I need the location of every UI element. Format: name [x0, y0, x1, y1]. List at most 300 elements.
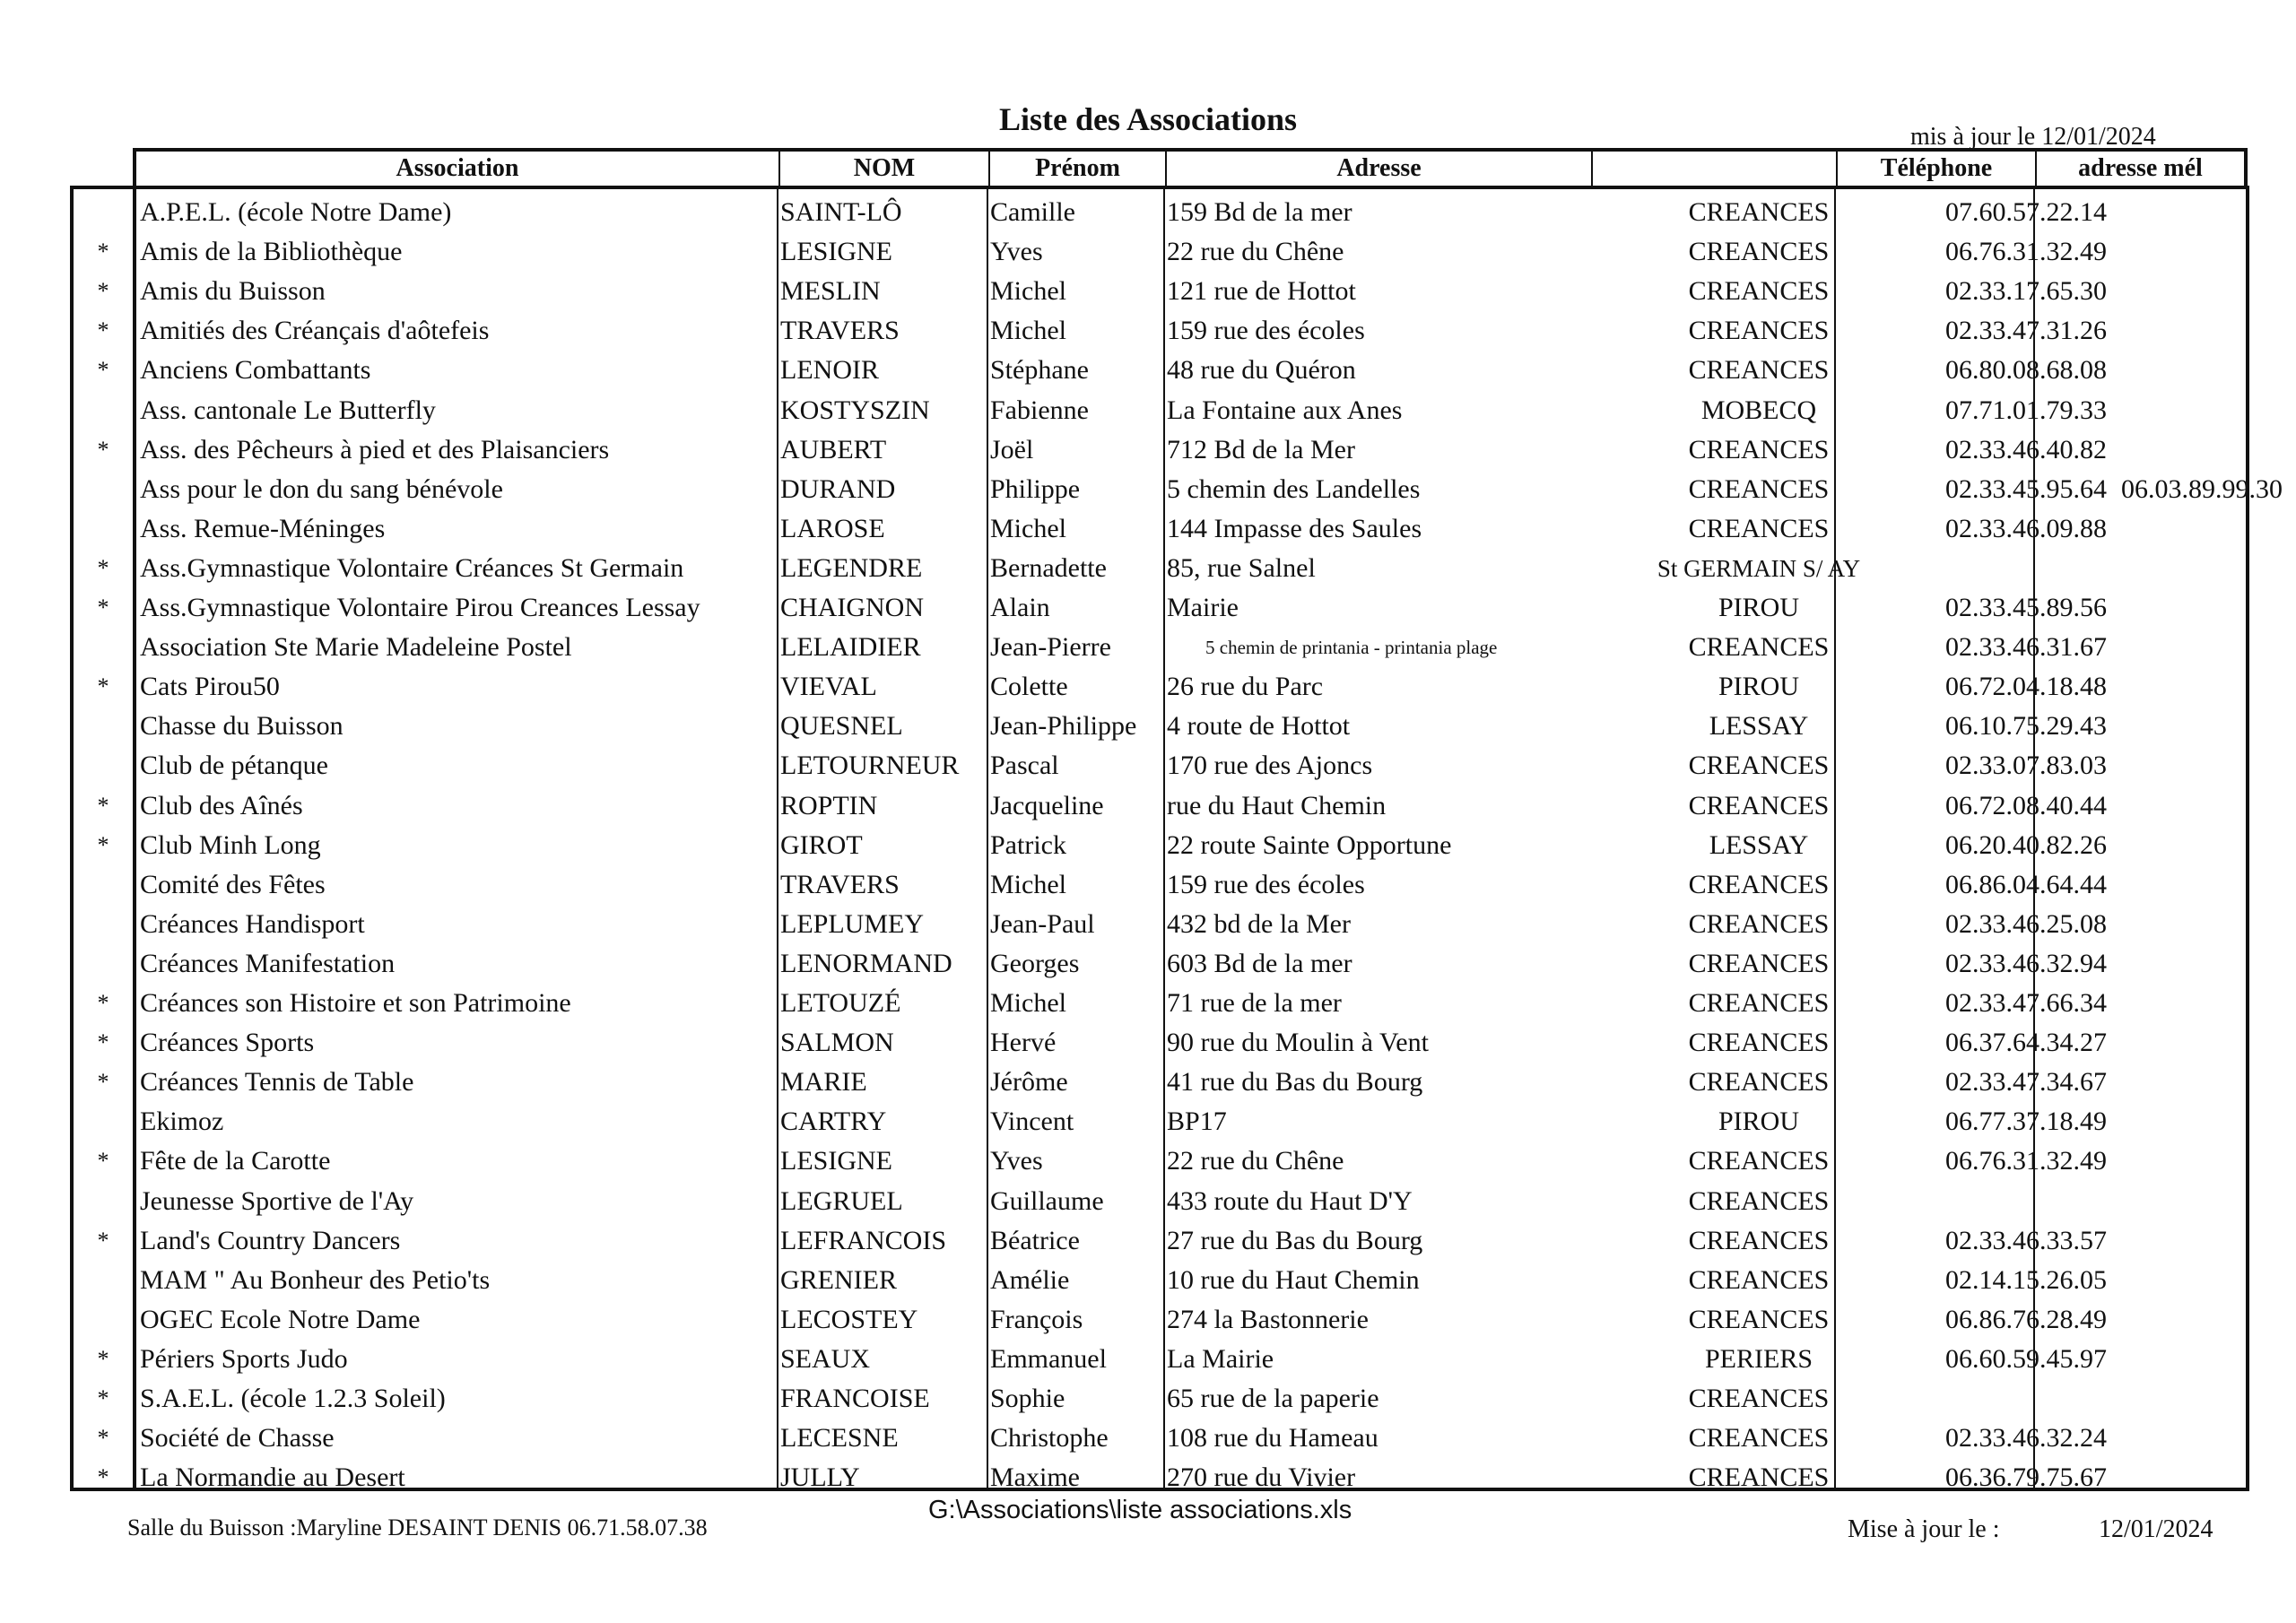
row-star-marker [74, 905, 133, 944]
cell-association: Ass. des Pêcheurs à pied et des Plaisanciers [140, 434, 610, 464]
cell-prenom: Michel [990, 276, 1066, 307]
cell-ville: CREANCES [1688, 988, 1830, 1018]
table-body [70, 186, 2283, 1493]
cell-adresse: 144 Impasse des Saules [1167, 513, 1422, 543]
cell-nom: LESIGNE [780, 1146, 892, 1176]
table-header [133, 148, 2248, 186]
table-row [74, 1182, 2246, 1221]
cell-adresse: 121 rue de Hottot [1167, 276, 1356, 307]
cell-telephone: 02.33.46.32.24 [1945, 1423, 2107, 1454]
row-star-marker: * [97, 990, 109, 1016]
cell-telephone [1927, 1182, 2125, 1221]
cell-prenom: Emmanuel [990, 1343, 1107, 1374]
cell-association: S.A.E.L. (école 1.2.3 Soleil) [140, 1384, 446, 1413]
cell-adresse: 71 rue de la mer [1167, 988, 1342, 1018]
cell-ville: CREANCES [1688, 1225, 1830, 1255]
cell-ville: CREANCES [1688, 1185, 1830, 1216]
cell-nom: KOSTYSZIN [780, 395, 930, 425]
table-row [74, 1141, 2246, 1181]
row-star-marker: * [97, 595, 109, 621]
row-star-marker [74, 628, 133, 667]
cell-mel [2121, 391, 2247, 430]
cell-nom: DURAND [780, 473, 896, 504]
cell-ville: CREANCES [1688, 1423, 1830, 1454]
cell-adresse: 85, rue Salnel [1167, 552, 1316, 583]
cell-nom: TRAVERS [780, 869, 900, 899]
cell-adresse: 22 rue du Chêne [1167, 1146, 1344, 1176]
row-star-marker [74, 391, 133, 430]
cell-association: Comité des Fêtes [140, 869, 326, 899]
cell-prenom: Fabienne [990, 395, 1089, 425]
cell-mel [2121, 1141, 2247, 1181]
cell-telephone: 02.33.47.34.67 [1945, 1067, 2107, 1098]
cell-ville: CREANCES [1688, 1304, 1830, 1334]
cell-adresse: 108 rue du Hameau [1167, 1423, 1378, 1454]
cell-telephone: 07.71.01.79.33 [1945, 395, 2107, 425]
cell-association: OGEC Ecole Notre Dame [140, 1304, 421, 1334]
cell-telephone: 06.86.76.28.49 [1945, 1304, 2107, 1334]
header-telephone: Téléphone [1838, 152, 2037, 186]
cell-adresse: 4 route de Hottot [1167, 711, 1351, 742]
cell-mel [2121, 667, 2247, 707]
cell-prenom: Amélie [990, 1264, 1070, 1295]
cell-adresse: La Fontaine aux Anes [1167, 395, 1403, 425]
cell-prenom: Michel [990, 513, 1066, 543]
cell-ville: PIROU [1718, 593, 1799, 622]
cell-prenom: Alain [990, 593, 1050, 622]
row-star-marker [74, 1261, 133, 1300]
update-date-top: mis à jour le 12/01/2024 [1910, 123, 2156, 151]
cell-nom: LENORMAND [780, 948, 952, 978]
cell-prenom: Georges [990, 948, 1080, 978]
cell-nom: CHAIGNON [780, 593, 924, 622]
cell-adresse: rue du Haut Chemin [1167, 790, 1387, 820]
cell-prenom: Jean-Paul [990, 908, 1095, 939]
row-star-marker [74, 509, 133, 549]
header-prenom: Prénom [990, 152, 1167, 186]
cell-mel [2121, 786, 2247, 826]
cell-nom: VIEVAL [780, 672, 877, 702]
cell-association: Ass.Gymnastique Volontaire Créances St Germain [140, 552, 684, 583]
cell-ville: CREANCES [1688, 790, 1830, 820]
cell-ville: CREANCES [1688, 434, 1830, 464]
row-star-marker [74, 193, 133, 232]
row-star-marker: * [97, 1345, 109, 1372]
cell-ville: PIROU [1718, 1107, 1799, 1137]
cell-mel [2121, 1300, 2247, 1340]
cell-association: Créances Manifestation [140, 948, 396, 978]
cell-mel [2121, 351, 2247, 390]
header-mel: adresse mél [2078, 154, 2203, 182]
table-row [74, 1023, 2246, 1063]
cell-adresse: 5 chemin des Landelles [1167, 473, 1421, 504]
cell-association: Ass.Gymnastique Volontaire Pirou Creances Lessay [140, 593, 700, 622]
row-star-marker: * [97, 1148, 109, 1175]
cell-prenom: Patrick [990, 829, 1066, 860]
cell-ville: CREANCES [1688, 355, 1830, 386]
table-row [74, 1458, 2246, 1497]
associations-table [70, 148, 2283, 1493]
table-row [74, 628, 2246, 667]
cell-nom: LEGRUEL [780, 1185, 903, 1216]
cell-ville: LESSAY [1709, 711, 1809, 742]
cell-nom: GIROT [780, 829, 863, 860]
cell-mel [2121, 905, 2247, 944]
cell-nom: LECOSTEY [780, 1304, 918, 1334]
cell-association: Ass. Remue-Méninges [140, 513, 386, 543]
cell-association: Association Ste Marie Madeleine Postel [140, 632, 572, 663]
table-row [74, 1419, 2246, 1458]
row-star-marker: * [97, 239, 109, 265]
cell-adresse: Mairie [1167, 593, 1239, 622]
cell-prenom: Colette [990, 672, 1068, 702]
cell-ville: CREANCES [1688, 1146, 1830, 1176]
cell-prenom: Stéphane [990, 355, 1089, 386]
cell-association: Ekimoz [140, 1107, 224, 1137]
cell-nom: LECESNE [780, 1423, 899, 1454]
cell-prenom: Camille [990, 197, 1075, 227]
table-row [74, 786, 2246, 826]
table-row [74, 1221, 2246, 1261]
cell-nom: MESLIN [780, 276, 881, 307]
cell-nom: SALMON [780, 1028, 894, 1058]
cell-nom: LEGENDRE [780, 552, 923, 583]
cell-mel [2121, 865, 2247, 905]
cell-telephone: 02.33.46.31.67 [1945, 632, 2107, 663]
cell-association: Club des Aînés [140, 790, 303, 820]
cell-mel [2121, 707, 2247, 746]
row-star-marker [74, 470, 133, 509]
table-row [74, 509, 2246, 549]
cell-prenom: Pascal [990, 751, 1059, 781]
table-row [74, 746, 2246, 785]
table-row [74, 351, 2246, 390]
cell-ville: CREANCES [1688, 513, 1830, 543]
cell-mel [2121, 509, 2247, 549]
cell-telephone: 07.60.57.22.14 [1945, 197, 2107, 227]
cell-adresse: 5 chemin de printania - printania plage [1205, 637, 1498, 659]
cell-prenom: Joël [990, 434, 1034, 464]
row-star-marker: * [97, 554, 109, 581]
cell-mel [2121, 1340, 2247, 1379]
cell-nom: LEFRANCOIS [780, 1225, 947, 1255]
cell-prenom: Jean-Pierre [990, 632, 1111, 663]
cell-adresse: 274 la Bastonnerie [1167, 1304, 1369, 1334]
cell-telephone: 06.72.04.18.48 [1945, 672, 2107, 702]
cell-nom: FRANCOISE [780, 1384, 930, 1413]
row-star-marker: * [97, 1385, 109, 1411]
row-star-marker [74, 746, 133, 785]
row-star-marker: * [97, 1029, 109, 1056]
cell-ville: CREANCES [1688, 1028, 1830, 1058]
cell-telephone: 02.33.47.66.34 [1945, 988, 2107, 1018]
table-row [74, 826, 2246, 865]
row-star-marker [74, 1182, 133, 1221]
footer-update-date: 12/01/2024 [2099, 1515, 2213, 1543]
row-star-marker [74, 865, 133, 905]
cell-adresse: BP17 [1167, 1107, 1227, 1137]
cell-nom: LETOUZÉ [780, 988, 901, 1018]
cell-telephone: 06.86.04.64.44 [1945, 869, 2107, 899]
cell-adresse: 159 rue des écoles [1167, 316, 1365, 346]
cell-mel [2121, 1182, 2247, 1221]
table-row [74, 667, 2246, 707]
row-star-marker: * [97, 357, 109, 384]
cell-prenom: Sophie [990, 1384, 1065, 1413]
cell-ville: CREANCES [1688, 908, 1830, 939]
cell-adresse: 27 rue du Bas du Bourg [1167, 1225, 1423, 1255]
cell-ville: CREANCES [1688, 1384, 1830, 1413]
cell-mel [2121, 1221, 2247, 1261]
table-row [74, 588, 2246, 628]
table-row [74, 311, 2246, 351]
cell-prenom: Philippe [990, 473, 1081, 504]
table-row [74, 391, 2246, 430]
cell-telephone: 02.14.15.26.05 [1945, 1264, 2107, 1295]
cell-adresse: 270 rue du Vivier [1167, 1462, 1356, 1493]
table-row [74, 430, 2246, 470]
footer-salle: Salle du Buisson :Maryline DESAINT DENIS 06.71.58.07.38 [127, 1515, 708, 1541]
cell-nom: LENOIR [780, 355, 879, 386]
cell-telephone: 02.33.46.32.94 [1945, 948, 2107, 978]
cell-telephone: 02.33.46.09.88 [1945, 513, 2107, 543]
cell-telephone: 06.77.37.18.49 [1945, 1107, 2107, 1137]
cell-telephone: 06.37.64.34.27 [1945, 1028, 2107, 1058]
cell-ville: CREANCES [1688, 869, 1830, 899]
cell-ville: MOBECQ [1700, 395, 1817, 425]
cell-ville: CREANCES [1688, 1462, 1830, 1493]
cell-nom: AUBERT [780, 434, 887, 464]
cell-mel [2121, 826, 2247, 865]
cell-mel [2121, 272, 2247, 311]
cell-association: Créances Handisport [140, 908, 365, 939]
cell-adresse: 159 rue des écoles [1167, 869, 1365, 899]
cell-ville: St GERMAIN S/ AY [1657, 554, 1861, 582]
cell-telephone: 06.80.08.68.08 [1945, 355, 2107, 386]
cell-prenom: Vincent [990, 1107, 1074, 1137]
cell-prenom: Hervé [990, 1028, 1057, 1058]
cell-telephone: 02.33.45.89.56 [1945, 593, 2107, 622]
cell-prenom: François [990, 1304, 1083, 1334]
cell-ville: CREANCES [1688, 632, 1830, 663]
cell-prenom: Bernadette [990, 552, 1107, 583]
table-row [74, 865, 2246, 905]
cell-association: Club Minh Long [140, 829, 321, 860]
cell-nom: CARTRY [780, 1107, 887, 1137]
cell-prenom: Maxime [990, 1462, 1080, 1493]
cell-association: Chasse du Buisson [140, 711, 344, 742]
cell-association: La Normandie au Desert [140, 1462, 405, 1493]
row-star-marker: * [97, 831, 109, 858]
cell-mel [2121, 944, 2247, 984]
cell-nom: GRENIER [780, 1264, 897, 1295]
cell-association: Société de Chasse [140, 1423, 335, 1454]
cell-telephone: 06.72.08.40.44 [1945, 790, 2107, 820]
table-row [74, 470, 2283, 509]
row-star-marker [74, 1102, 133, 1141]
cell-association: Ass pour le don du sang bénévole [140, 473, 503, 504]
cell-nom: LETOURNEUR [780, 751, 960, 781]
table-row [74, 272, 2246, 311]
table-row [74, 1102, 2246, 1141]
table-row [74, 944, 2246, 984]
cell-prenom: Jean-Philippe [990, 711, 1137, 742]
cell-telephone: 02.33.45.95.64 [1945, 473, 2107, 504]
cell-nom: TRAVERS [780, 316, 900, 346]
cell-telephone [1927, 549, 2125, 588]
header-nom: NOM [780, 152, 990, 186]
cell-nom: QUESNEL [780, 711, 903, 742]
cell-nom: MARIE [780, 1067, 867, 1098]
cell-mel [2121, 430, 2247, 470]
cell-ville: CREANCES [1688, 473, 1830, 504]
cell-prenom: Béatrice [990, 1225, 1080, 1255]
table-row [74, 1340, 2246, 1379]
cell-telephone: 02.33.46.25.08 [1945, 908, 2107, 939]
cell-association: Amis du Buisson [140, 276, 326, 307]
cell-adresse: 10 rue du Haut Chemin [1167, 1264, 1420, 1295]
cell-adresse: 603 Bd de la mer [1167, 948, 1352, 978]
cell-association: Jeunesse Sportive de l'Ay [140, 1185, 414, 1216]
cell-association: Amis de la Bibliothèque [140, 237, 403, 267]
cell-adresse: 170 rue des Ajoncs [1167, 751, 1373, 781]
cell-prenom: Guillaume [990, 1185, 1104, 1216]
cell-association: Anciens Combattants [140, 355, 371, 386]
cell-ville: PIROU [1718, 672, 1799, 702]
cell-nom: SEAUX [780, 1343, 871, 1374]
cell-mel [2121, 588, 2247, 628]
table-row [74, 1261, 2246, 1300]
cell-association: Créances Tennis de Table [140, 1067, 414, 1098]
cell-nom: LELAIDIER [780, 632, 921, 663]
cell-adresse: La Mairie [1167, 1343, 1274, 1374]
cell-mel [2121, 549, 2247, 588]
cell-adresse: 159 Bd de la mer [1167, 197, 1352, 227]
cell-ville: CREANCES [1688, 237, 1830, 267]
cell-mel [2121, 1063, 2247, 1102]
cell-nom: LESIGNE [780, 237, 892, 267]
cell-telephone: 06.76.31.32.49 [1945, 1146, 2107, 1176]
table-row [74, 549, 2246, 588]
cell-prenom: Yves [990, 1146, 1043, 1176]
cell-mel [2121, 1419, 2247, 1458]
cell-mel: 06.03.89.99.30 [2121, 473, 2283, 504]
cell-telephone: 02.33.46.33.57 [1945, 1225, 2107, 1255]
cell-telephone: 02.33.07.83.03 [1945, 751, 2107, 781]
cell-association: Créances Sports [140, 1028, 315, 1058]
cell-adresse: 433 route du Haut D'Y [1167, 1185, 1413, 1216]
header-association: Association [136, 152, 780, 186]
cell-ville: CREANCES [1688, 197, 1830, 227]
page-title: Liste des Associations [998, 101, 1298, 137]
cell-adresse: 48 rue du Quéron [1167, 355, 1356, 386]
table-row [74, 984, 2246, 1023]
row-star-marker: * [97, 278, 109, 305]
cell-adresse: 712 Bd de la Mer [1167, 434, 1355, 464]
table-row [74, 232, 2246, 272]
cell-telephone: 06.20.40.82.26 [1945, 829, 2107, 860]
row-star-marker: * [97, 317, 109, 344]
cell-ville: PERIERS [1704, 1343, 1813, 1374]
cell-telephone [1927, 1379, 2125, 1419]
cell-telephone: 02.33.46.40.82 [1945, 434, 2107, 464]
cell-nom: JULLY [780, 1462, 860, 1493]
cell-prenom: Yves [990, 237, 1043, 267]
header-ville [1593, 152, 1838, 186]
row-star-marker: * [97, 792, 109, 819]
cell-adresse: 432 bd de la Mer [1167, 908, 1351, 939]
cell-adresse: 22 rue du Chêne [1167, 237, 1344, 267]
cell-association: Ass. cantonale Le Butterfly [140, 395, 436, 425]
table-row [74, 1063, 2246, 1102]
cell-ville: LESSAY [1709, 829, 1809, 860]
row-star-marker: * [97, 673, 109, 700]
cell-adresse: 41 rue du Bas du Bourg [1167, 1067, 1423, 1098]
cell-ville: CREANCES [1688, 948, 1830, 978]
cell-mel [2121, 746, 2247, 785]
cell-association: Club de pétanque [140, 751, 328, 781]
row-star-marker [74, 944, 133, 984]
cell-telephone: 06.60.59.45.97 [1945, 1343, 2107, 1374]
row-star-marker: * [97, 1425, 109, 1452]
cell-mel [2121, 311, 2247, 351]
cell-association: Land's Country Dancers [140, 1225, 401, 1255]
cell-nom: ROPTIN [780, 790, 878, 820]
cell-ville: CREANCES [1688, 1264, 1830, 1295]
cell-adresse: 26 rue du Parc [1167, 672, 1324, 702]
cell-association: Créances son Histoire et son Patrimoine [140, 988, 571, 1018]
cell-prenom: Michel [990, 988, 1066, 1018]
cell-mel [2121, 628, 2247, 667]
row-star-marker [74, 1300, 133, 1340]
cell-association: Fête de la Carotte [140, 1146, 331, 1176]
cell-ville: CREANCES [1688, 751, 1830, 781]
cell-prenom: Jérôme [990, 1067, 1068, 1098]
row-star-marker: * [97, 1069, 109, 1096]
cell-ville: CREANCES [1688, 316, 1830, 346]
cell-mel [2121, 1261, 2247, 1300]
cell-association: Périers Sports Judo [140, 1343, 348, 1374]
cell-prenom: Christophe [990, 1423, 1109, 1454]
table-row [74, 905, 2246, 944]
row-star-marker: * [97, 436, 109, 463]
cell-mel [2121, 232, 2247, 272]
cell-ville: CREANCES [1688, 276, 1830, 307]
cell-association: Amitiés des Créançais d'aôtefeis [140, 316, 490, 346]
cell-telephone: 06.76.31.32.49 [1945, 237, 2107, 267]
cell-adresse: 90 rue du Moulin à Vent [1167, 1028, 1429, 1058]
footer-update-label: Mise à jour le : [1848, 1515, 2000, 1543]
table-row [74, 1300, 2246, 1340]
cell-nom: LEPLUMEY [780, 908, 924, 939]
table-row [74, 1379, 2246, 1419]
cell-adresse: 22 route Sainte Opportune [1167, 829, 1452, 860]
cell-nom: SAINT-LÔ [780, 197, 902, 227]
cell-mel [2121, 1458, 2247, 1497]
row-star-marker: * [97, 1464, 109, 1491]
row-star-marker [74, 707, 133, 746]
cell-telephone: 02.33.47.31.26 [1945, 316, 2107, 346]
cell-telephone: 06.36.79.75.67 [1945, 1462, 2107, 1493]
cell-prenom: Michel [990, 869, 1066, 899]
cell-association: Cats Pirou50 [140, 672, 280, 702]
cell-mel [2121, 1379, 2247, 1419]
row-star-marker: * [97, 1227, 109, 1254]
cell-nom: LAROSE [780, 513, 885, 543]
table-row [74, 193, 2246, 232]
cell-mel [2121, 1102, 2247, 1141]
table-row [74, 707, 2246, 746]
